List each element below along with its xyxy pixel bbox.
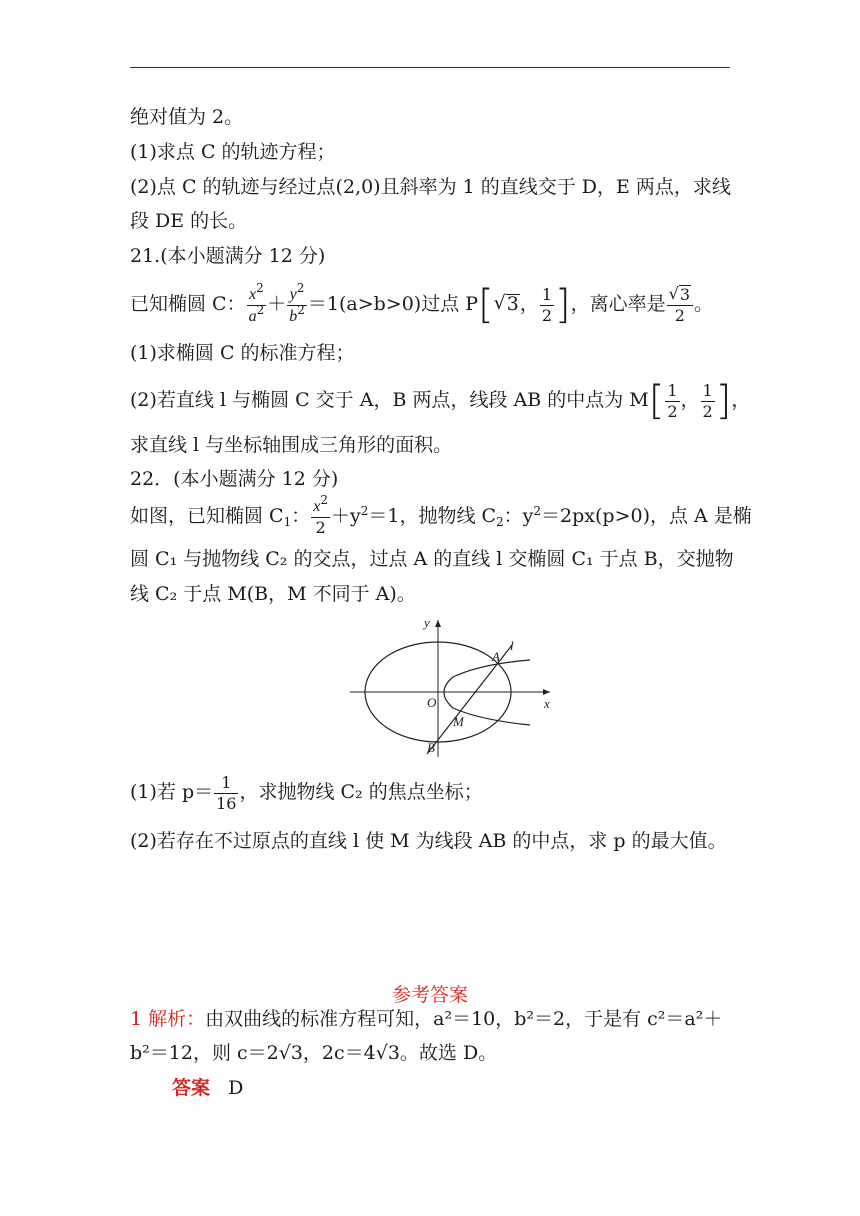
q22-text: (1)若 p＝ bbox=[130, 781, 214, 803]
text-line: (2)若存在不过原点的直线 l 使 M 为线段 AB 的中点，求 p 的最大值。 bbox=[130, 830, 727, 852]
answer-1-result bbox=[172, 1075, 243, 1101]
answer-value: D bbox=[228, 1077, 244, 1099]
q22-text: ＝2px(p>0)，点 A 是椭 bbox=[541, 505, 752, 527]
fraction: $\frac{1}{2}$ bbox=[541, 284, 553, 325]
ellipse-parabola-figure bbox=[340, 612, 560, 762]
header-rule bbox=[130, 67, 730, 68]
label-l: l bbox=[510, 638, 514, 653]
label-origin: O bbox=[427, 695, 437, 710]
q22-text: ＋y bbox=[330, 505, 361, 527]
answer-1-label: 1 解析： bbox=[130, 1008, 206, 1030]
question-22-heading: 22．(本小题满分 12 分) bbox=[130, 468, 339, 490]
text-line: 段 DE 的长。 bbox=[130, 210, 248, 232]
q21-text: (2)若直线 l 与椭圆 C 交于 A，B 两点，线段 AB 的中点为 M bbox=[130, 389, 649, 411]
text-line: 绝对值为 2。 bbox=[130, 106, 244, 128]
label-a: A bbox=[492, 649, 500, 664]
answer-1-line1 bbox=[130, 1006, 722, 1032]
q22-text: ： bbox=[291, 505, 311, 527]
text-line: 圆 C₁ 与抛物线 C₂ 的交点，过点 A 的直线 l 交椭圆 C₁ 于点 B，交抛物 bbox=[130, 548, 734, 570]
q21-equation-line: 已知椭圆 C： $\frac{x^2}{a^2}$ ＋ $\frac{y^2}{b^2}$ ＝1(a>b>0)过点 P[√3， $\frac{1}{2}$ ]，离心率是 $\frac{√3}{2}$ 。 bbox=[130, 280, 714, 328]
answer-label: 答案 bbox=[172, 1077, 211, 1099]
q22-text: ，求抛物线 C₂ 的焦点坐标； bbox=[239, 781, 483, 803]
text-line: (1)求椭圆 C 的标准方程； bbox=[130, 342, 355, 364]
fraction: $\frac{√3}{2}$ bbox=[667, 285, 693, 326]
fraction: $\frac{1}{2}$ bbox=[702, 380, 713, 421]
q21-part2-line: (2)若直线 l 与椭圆 C 交于 A，B 两点，线段 AB 的中点为 M[ $\frac{1}{2}$ ， $\frac{1}{2}$ ]， bbox=[130, 378, 751, 424]
label-m: M bbox=[453, 714, 464, 729]
q21-text: 已知椭圆 C： bbox=[130, 293, 246, 315]
label-b: B bbox=[427, 740, 435, 755]
text-line: (2)点 C 的轨迹与经过点(2,0)且斜率为 1 的直线交于 D，E 两点，求线 bbox=[130, 176, 731, 198]
answer-1-line2: b²＝12，则 c＝2√3，2c＝4√3。故选 D。 bbox=[130, 1042, 498, 1064]
text-line: (1)求点 C 的轨迹方程； bbox=[130, 141, 336, 163]
answer-text: 由双曲线的标准方程可知，a²＝10，b²＝2，于是有 c²＝a²＋ bbox=[205, 1008, 723, 1030]
q22-equation-line: 如图，已知椭圆 $C_1$： $\frac{x^2}{2}$ $+y^2=1$，抛物线 $C_2$：$y^2=2px(p>0)$，点 A 是椭 bbox=[130, 493, 752, 537]
fraction: $\frac{x^2}{a^2}$ bbox=[248, 280, 265, 325]
q22-text: 如图，已知椭圆 C bbox=[130, 505, 284, 527]
answers-heading: 参考答案 bbox=[391, 984, 468, 1006]
q21-text: ，离心率是 bbox=[570, 293, 666, 315]
question-21-heading: 21.(本小题满分 12 分) bbox=[130, 245, 326, 267]
text-line: 线 C₂ 于点 M(B，M 不同于 A)。 bbox=[130, 583, 416, 605]
fraction: $\frac{x^2}{2}$ bbox=[313, 493, 328, 537]
label-x: x bbox=[544, 696, 550, 711]
fraction: $\frac{y^2}{b^2}$ bbox=[289, 280, 305, 325]
fraction: $\frac{1}{2}$ bbox=[667, 380, 678, 421]
q22-text: ＝1，抛物线 C bbox=[368, 505, 497, 527]
q22-text: ：y bbox=[503, 505, 534, 527]
label-y: y bbox=[424, 615, 430, 630]
fraction: $\frac{1}{16}$ bbox=[216, 772, 237, 813]
text-line: 求直线 l 与坐标轴围成三角形的面积。 bbox=[130, 434, 453, 456]
q21-text: ＝1(a>b>0)过点 P bbox=[307, 293, 479, 315]
q22-part1-line bbox=[130, 768, 483, 816]
